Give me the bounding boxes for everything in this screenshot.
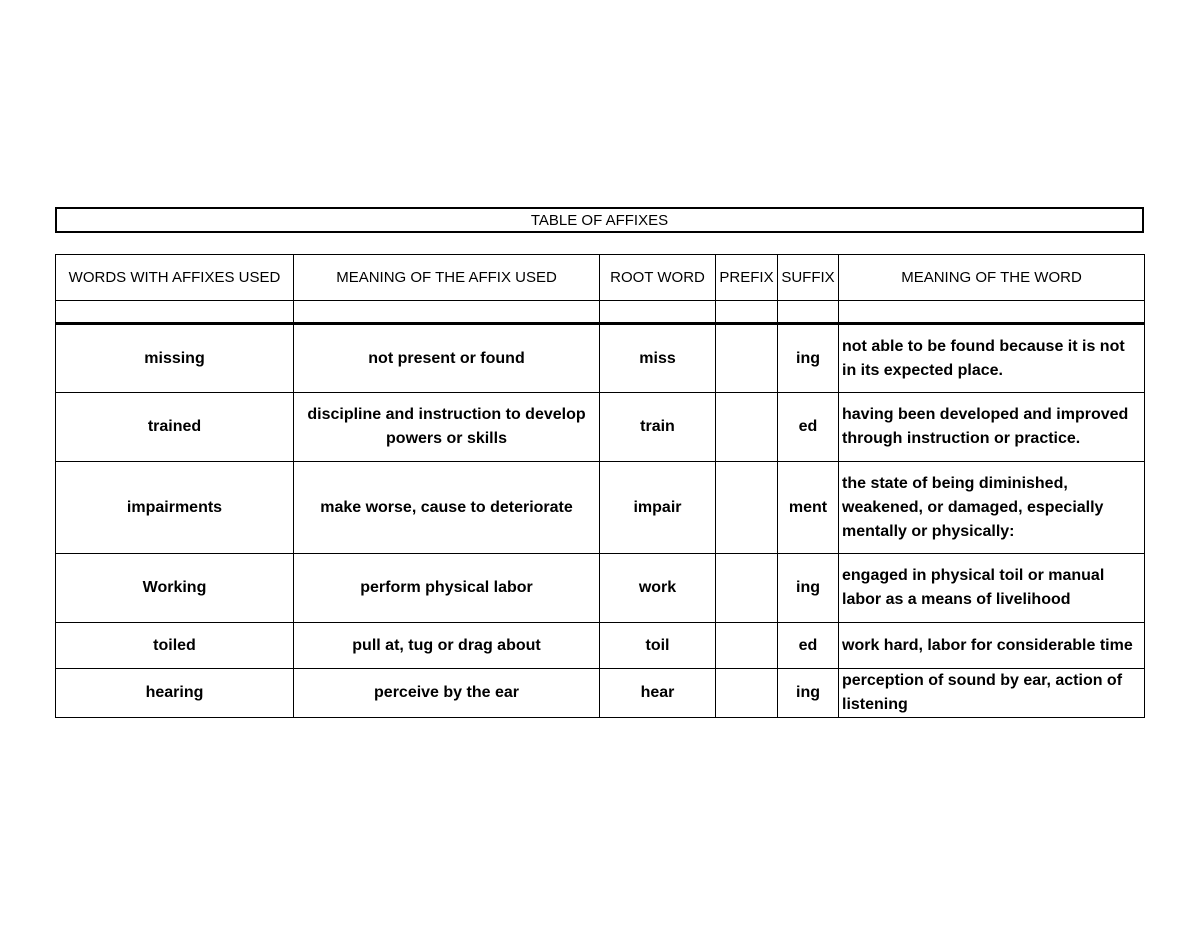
empty-cell xyxy=(56,301,294,324)
suffix-cell: ed xyxy=(778,393,839,462)
suffix-cell: ing xyxy=(778,669,839,718)
empty-cell xyxy=(839,301,1145,324)
affix-meaning-cell: perform physical labor xyxy=(294,554,600,623)
empty-row xyxy=(56,301,1145,324)
prefix-cell xyxy=(716,669,778,718)
empty-cell xyxy=(294,301,600,324)
table-row xyxy=(56,554,1145,623)
affix-meaning-cell: pull at, tug or drag about xyxy=(294,623,600,669)
empty-cell xyxy=(600,301,716,324)
table-row xyxy=(56,669,1145,718)
word-cell: missing xyxy=(56,324,294,393)
word-meaning-cell: perception of sound by ear, action of listening xyxy=(839,669,1145,718)
root-word-cell: miss xyxy=(600,324,716,393)
header-prefix: PREFIX xyxy=(716,255,778,301)
header-affix-meaning: MEANING OF THE AFFIX USED xyxy=(294,255,600,301)
word-cell: trained xyxy=(56,393,294,462)
word-meaning-cell: having been developed and improved through instruction or practice. xyxy=(839,393,1145,462)
suffix-cell: ed xyxy=(778,623,839,669)
header-words: WORDS WITH AFFIXES USED xyxy=(56,255,294,301)
root-word-cell: hear xyxy=(600,669,716,718)
word-cell: toiled xyxy=(56,623,294,669)
suffix-cell: ing xyxy=(778,324,839,393)
table-row xyxy=(56,462,1145,554)
table-row xyxy=(56,324,1145,393)
empty-cell xyxy=(778,301,839,324)
prefix-cell xyxy=(716,462,778,554)
root-word-cell: impair xyxy=(600,462,716,554)
prefix-cell xyxy=(716,623,778,669)
affix-meaning-cell: discipline and instruction to develop powers or skills xyxy=(294,393,600,462)
affix-meaning-cell: not present or found xyxy=(294,324,600,393)
header-root-word: ROOT WORD xyxy=(600,255,716,301)
word-cell: impairments xyxy=(56,462,294,554)
root-word-cell: work xyxy=(600,554,716,623)
affix-table xyxy=(55,254,1145,718)
word-cell: Working xyxy=(56,554,294,623)
header-row xyxy=(56,255,1145,301)
header-suffix: SUFFIX xyxy=(778,255,839,301)
word-meaning-cell: engaged in physical toil or manual labor as a means of livelihood xyxy=(839,554,1145,623)
prefix-cell xyxy=(716,393,778,462)
prefix-cell xyxy=(716,554,778,623)
prefix-cell xyxy=(716,324,778,393)
table-row xyxy=(56,393,1145,462)
root-word-cell: train xyxy=(600,393,716,462)
table-title: TABLE OF AFFIXES xyxy=(55,207,1144,233)
empty-cell xyxy=(716,301,778,324)
suffix-cell: ment xyxy=(778,462,839,554)
word-meaning-cell: not able to be found because it is not in its expected place. xyxy=(839,324,1145,393)
affix-meaning-cell: perceive by the ear xyxy=(294,669,600,718)
word-meaning-cell: work hard, labor for considerable time xyxy=(839,623,1145,669)
word-meaning-cell: the state of being diminished, weakened, or damaged, especially mentally or physically: xyxy=(839,462,1145,554)
root-word-cell: toil xyxy=(600,623,716,669)
table-row xyxy=(56,623,1145,669)
header-word-meaning: MEANING OF THE WORD xyxy=(839,255,1145,301)
word-cell: hearing xyxy=(56,669,294,718)
suffix-cell: ing xyxy=(778,554,839,623)
affix-meaning-cell: make worse, cause to deteriorate xyxy=(294,462,600,554)
